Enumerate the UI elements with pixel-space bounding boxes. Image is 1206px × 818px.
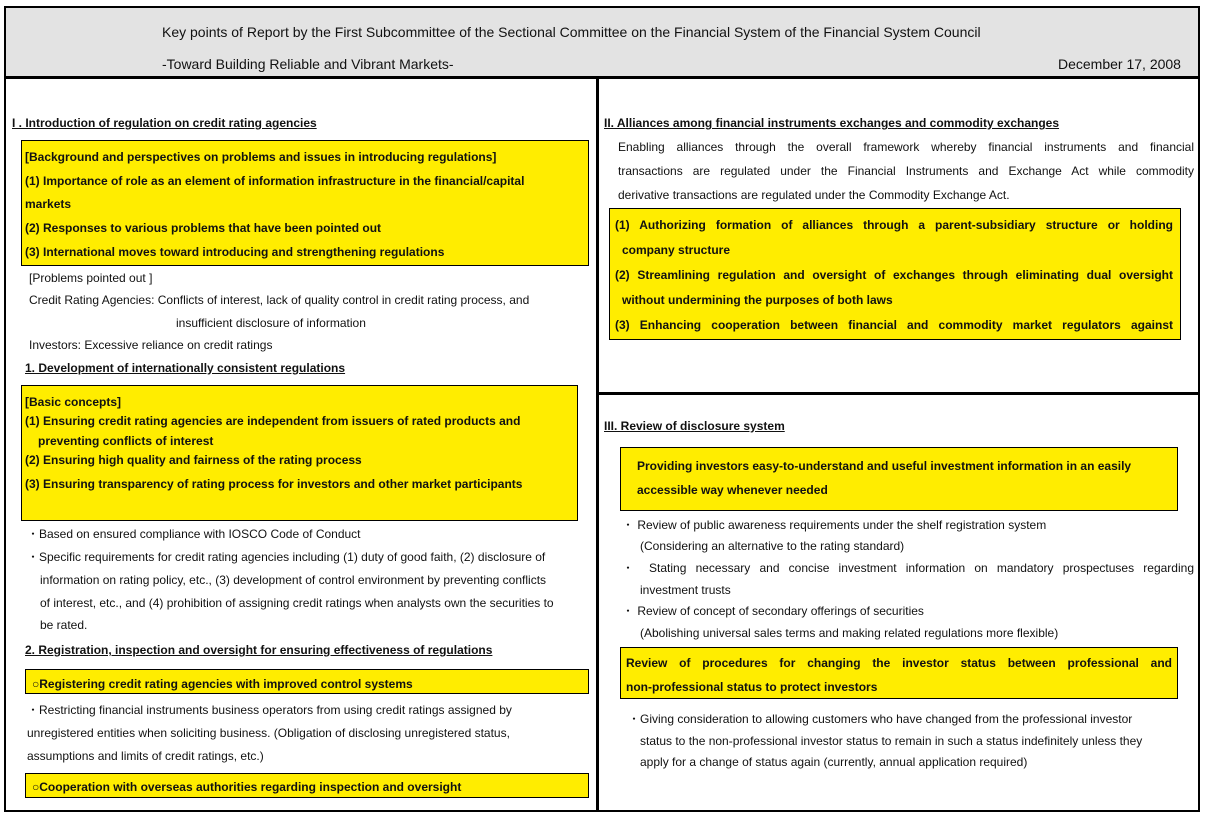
alliances-intro: Enabling alliances through the overall framework whereby financial instruments and financial	[618, 140, 1194, 154]
page-title: Key points of Report by the First Subcommittee of the Sectional Committee on the Financial System of the Financial System Council	[162, 24, 981, 40]
basic-concepts-heading: [Basic concepts]	[25, 395, 122, 409]
alliances-item-1: (1) Authorizing formation of alliances through a parent-subsidiary structure or holding	[615, 218, 1173, 232]
right-section-divider	[596, 392, 1200, 395]
report-date: December 17, 2008	[1058, 56, 1181, 72]
basic-concepts-item-3: (3) Ensuring transparency of rating process for investors and other market participants	[25, 477, 523, 491]
background-heading: [Background and perspectives on problems and issues in introducing regulations]	[25, 150, 497, 164]
investor-status-line-2: non-professional status to protect investors	[626, 680, 878, 694]
subsection-1-title: 1. Development of internationally consistent regulations	[25, 361, 346, 375]
disclosure-box-line-1: Providing investors easy-to-understand and useful investment information in an easily	[637, 459, 1132, 473]
column-divider	[596, 79, 599, 812]
review-shelf-bullet: ・ Review of public awareness requirements under the shelf registration system	[622, 518, 1047, 532]
alliances-item-1-cont: company structure	[622, 243, 731, 257]
section-3-title: III. Review of disclosure system	[604, 419, 785, 433]
bullet-requirements-line-3: of interest, etc., and (4) prohibition of assigning credit ratings when analysts own the securities to	[40, 596, 554, 610]
problems-investors: Investors: Excessive reliance on credit ratings	[29, 338, 273, 352]
prospectus-bullet-cont: investment trusts	[640, 583, 731, 597]
alliances-item-2-cont: without undermining the purposes of both laws	[622, 293, 893, 307]
bullet-restricting-line-2: unregistered entities when soliciting business. (Obligation of disclosing unregistered status,	[27, 726, 510, 740]
customer-status-bullet-line-2: status to the non-professional investor status to remain in such a status indefinitely unless they	[640, 734, 1143, 748]
basic-concepts-item-1-cont: preventing conflicts of interest	[38, 434, 214, 448]
bullet-restricting: ・Restricting financial instruments business operators from using credit ratings assigned by	[27, 703, 512, 717]
section-2-title: II. Alliances among financial instruments exchanges and commodity exchanges	[604, 116, 1060, 130]
disclosure-box	[620, 447, 1178, 511]
bullet-requirements-line-2: information on rating policy, etc., (3) development of control environment by preventing conflicts	[40, 573, 547, 587]
background-item-3: (3) International moves toward introducing and strengthening regulations	[25, 245, 445, 259]
bullet-iosco: ・Based on ensured compliance with IOSCO Code of Conduct	[27, 527, 361, 541]
alliances-item-2: (2) Streamlining regulation and oversight of exchanges through eliminating dual oversight	[615, 268, 1173, 282]
registration-text: ○Registering credit rating agencies with improved control systems	[32, 677, 413, 691]
customer-status-bullet-line-3: apply for a change of status again (currently, annual application required)	[640, 755, 1028, 769]
investor-status-line-1: Review of procedures for changing the investor status between professional and	[626, 656, 1172, 670]
secondary-offerings-bullet: ・ Review of concept of secondary offerings of securities	[622, 604, 924, 618]
header-divider	[4, 76, 1200, 79]
basic-concepts-item-1: (1) Ensuring credit rating agencies are independent from issuers of rated products and	[25, 414, 521, 428]
alliances-intro-line-3: derivative transactions are regulated under the Commodity Exchange Act.	[618, 188, 1010, 202]
basic-concepts-item-2: (2) Ensuring high quality and fairness of the rating process	[25, 453, 362, 467]
problems-cra-cont: insufficient disclosure of information	[176, 316, 366, 330]
customer-status-bullet: ・Giving consideration to allowing customers who have changed from the professional investor	[628, 712, 1133, 726]
bullet-requirements-line-4: be rated.	[40, 618, 88, 632]
background-item-1: (1) Importance of role as an element of information infrastructure in the financial/capital	[25, 174, 525, 188]
problems-cra: Credit Rating Agencies: Conflicts of interest, lack of quality control in credit rating process, and	[29, 293, 530, 307]
bullet-requirements: ・Specific requirements for credit rating agencies including (1) duty of good faith, (2) disclosure of	[27, 550, 546, 564]
section-1-title: I . Introduction of regulation on credit rating agencies	[12, 116, 317, 130]
alliances-intro-line-2: transactions are regulated under the Financial Instruments and Exchange Act while commodity	[618, 164, 1194, 178]
prospectus-bullet: ・ Stating necessary and concise investment information on mandatory prospectuses regarding	[622, 561, 1194, 575]
page-subtitle: -Toward Building Reliable and Vibrant Markets-	[162, 56, 454, 72]
cooperation-text: ○Cooperation with overseas authorities regarding inspection and oversight	[32, 780, 462, 794]
background-item-1-cont: markets	[25, 197, 72, 211]
secondary-offerings-bullet-cont: (Abolishing universal sales terms and making related regulations more flexible)	[640, 626, 1059, 640]
review-shelf-bullet-cont: (Considering an alternative to the rating standard)	[640, 539, 905, 553]
subsection-2-title: 2. Registration, inspection and oversight for ensuring effectiveness of regulations	[25, 643, 493, 657]
alliances-item-3: (3) Enhancing cooperation between financial and commodity market regulators against	[615, 318, 1173, 332]
disclosure-box-line-2: accessible way whenever needed	[637, 483, 828, 497]
bullet-restricting-line-3: assumptions and limits of credit ratings, etc.)	[27, 749, 264, 763]
problems-heading: [Problems pointed out ]	[29, 271, 153, 285]
background-item-2: (2) Responses to various problems that have been pointed out	[25, 221, 382, 235]
